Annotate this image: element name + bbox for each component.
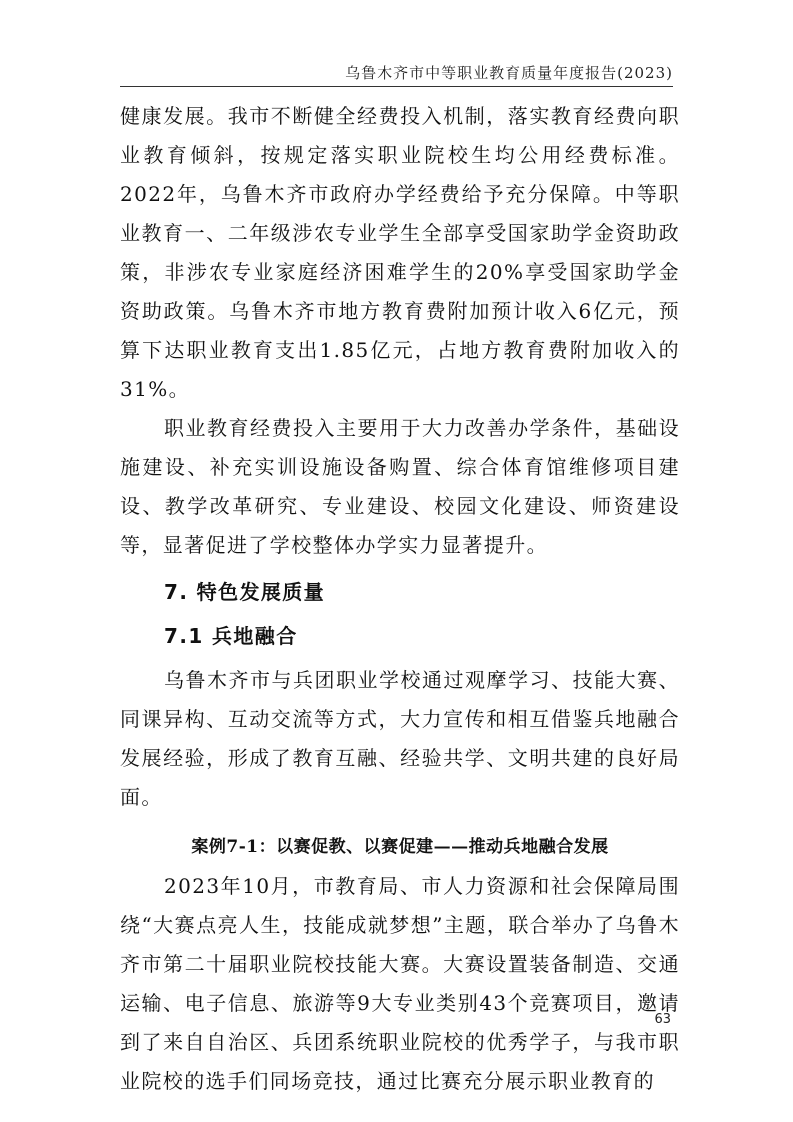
paragraph-funding-usage: 职业教育经费投入主要用于大力改善办学条件，基础设施建设、补充实训设施设备购置、综合体育馆维修项目建设、教学改革研究、专业建设、校园文化建设、师资建设等，显著促进了学校整体办学实力显著提升。 bbox=[120, 416, 680, 557]
case-title: 案例7-1：以赛促教、以赛促建——推动兵地融合发展 bbox=[191, 837, 609, 857]
page-body bbox=[120, 97, 680, 1101]
page-number: 63 bbox=[654, 1012, 671, 1027]
paragraph-funding-continued: 健康发展。我市不断健全经费投入机制，落实教育经费向职业教育倾斜，按规定落实职业院校生均公用经费标准。2022年，乌鲁木齐市政府办学经费给予充分保障。中等职业教育一、二年级涉农专业学生全部享受国家助学金资助政策，非涉农专业家庭经济困难学生的20%享受国家助学金资助政策。乌鲁木齐市地方教育费附加预计收入6亿元，预算下达职业教育支出1.85亿元，占地方教育费附加收入的31%。 bbox=[120, 104, 680, 401]
subsection-heading-7-1: 7.1 兵地融合 bbox=[164, 624, 298, 648]
paragraph-bingtuan-integration: 乌鲁木齐市与兵团职业学校通过观摩学习、技能大赛、同课异构、互动交流等方式，大力宣传和相互借鉴兵地融合发展经验，形成了教育互融、经验共学、文明共建的良好局面。 bbox=[120, 668, 680, 809]
running-header: 乌鲁木齐市中等职业教育质量年度报告(2023) bbox=[345, 64, 673, 82]
header-divider bbox=[120, 86, 673, 87]
section-heading-7: 7. 特色发展质量 bbox=[164, 580, 326, 604]
paragraph-case-body: 2023年10月，市教育局、市人力资源和社会保障局围绕“大赛点亮人生，技能成就梦想”主题，联合举办了乌鲁木齐市第二十届职业院校技能大赛。大赛设置装备制造、交通运输、电子信息、旅游等9大专业类别43个竞赛项目，邀请到了来自自治区、兵团系统职业院校的优秀学子，与我市职业院校的选手们同场竞技，通过比赛充分展示职业教育的 bbox=[120, 874, 680, 1093]
